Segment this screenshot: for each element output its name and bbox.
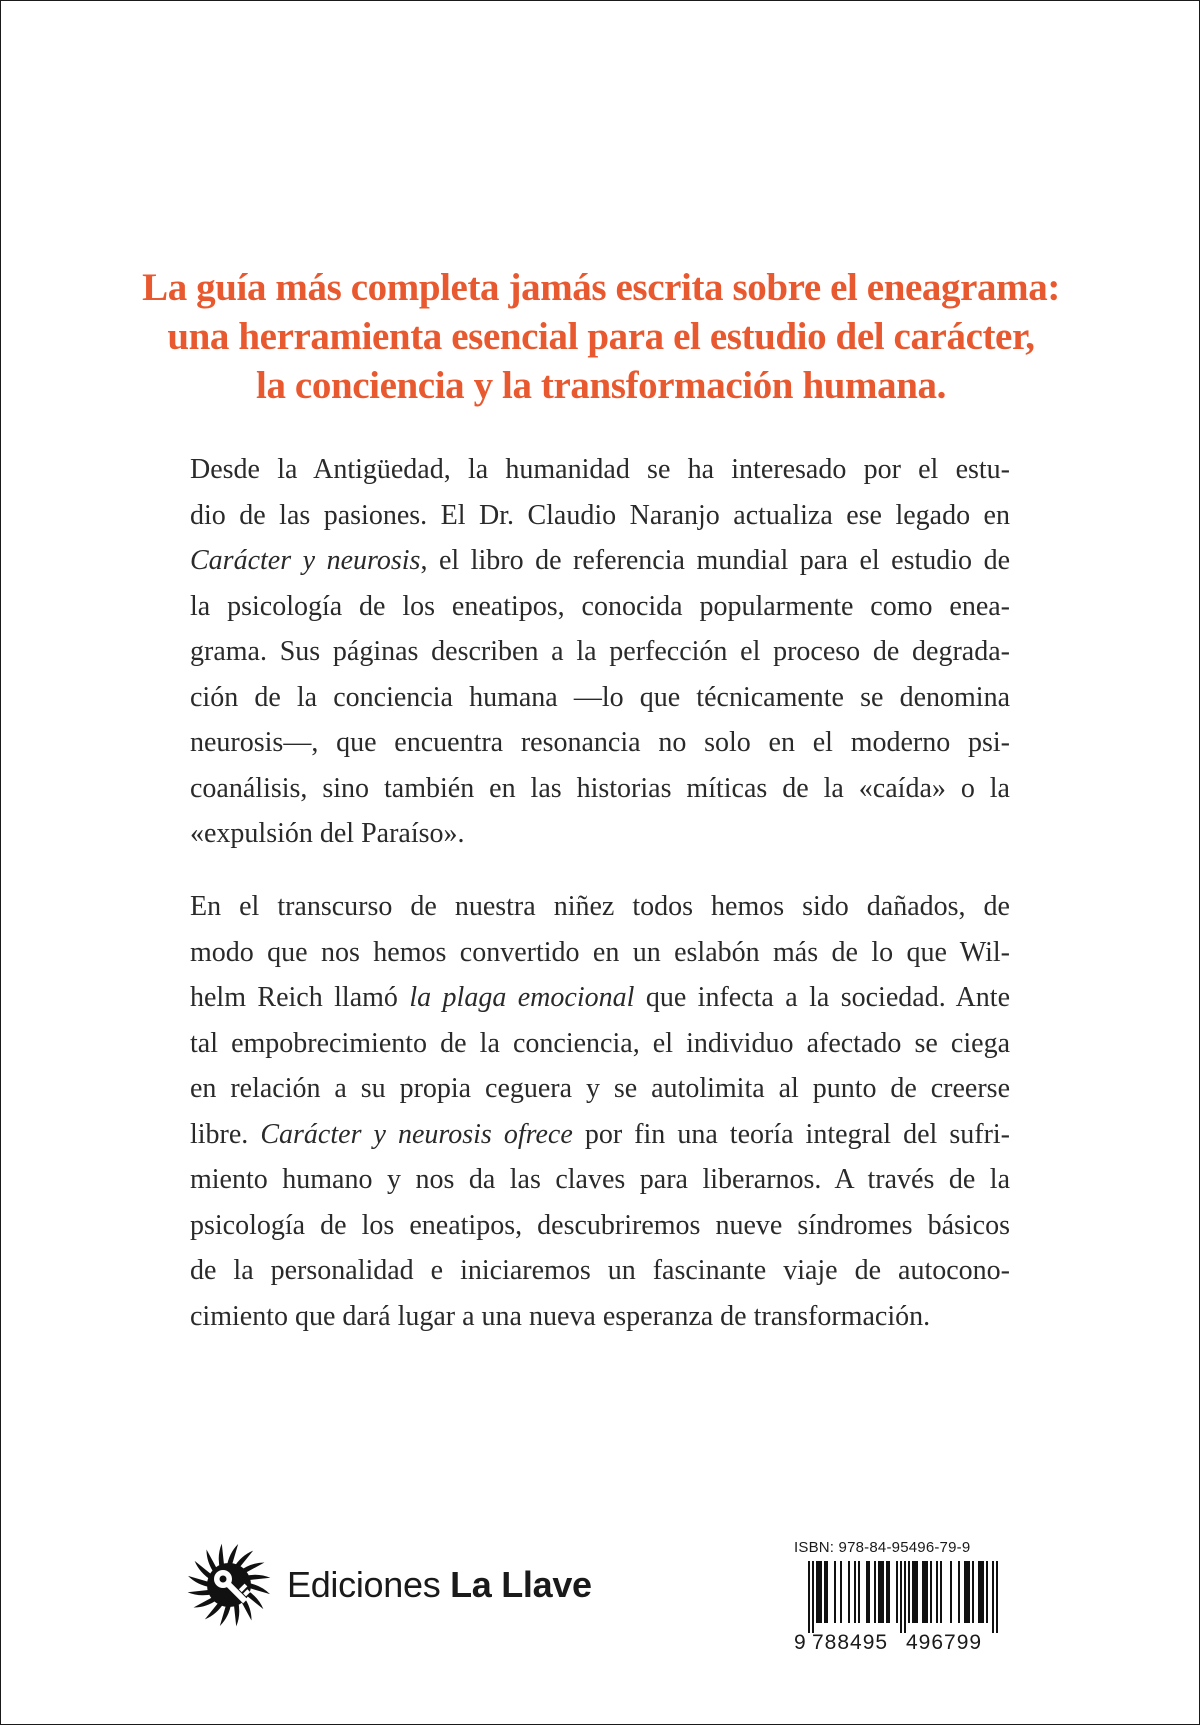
synopsis-paragraph-1 bbox=[190, 447, 1010, 857]
barcode-bar bbox=[912, 1561, 914, 1623]
barcode-bar bbox=[816, 1561, 818, 1623]
barcode-bar bbox=[914, 1561, 916, 1623]
barcode bbox=[794, 1561, 1006, 1633]
paragraph-line: coanálisis, sino también en las historias míticas de la «caída» o la bbox=[190, 772, 1010, 804]
publisher-name bbox=[287, 1564, 592, 1606]
barcode-bar bbox=[996, 1561, 998, 1633]
barcode-bar bbox=[886, 1561, 888, 1623]
barcode-bar bbox=[900, 1561, 902, 1633]
barcode-bar bbox=[924, 1561, 926, 1623]
barcode-bar bbox=[848, 1561, 850, 1623]
barcode-bar bbox=[878, 1561, 880, 1623]
paragraph-line bbox=[190, 1112, 1010, 1158]
barcode-bar bbox=[964, 1561, 966, 1623]
barcode-bar bbox=[858, 1561, 860, 1623]
barcode-bar bbox=[958, 1561, 960, 1623]
barcode-bar bbox=[966, 1561, 968, 1623]
barcode-bar bbox=[936, 1561, 938, 1623]
publisher-name-regular: Ediciones bbox=[287, 1564, 451, 1605]
barcode-bar bbox=[986, 1561, 988, 1623]
paragraph-text: helm Reich llamó bbox=[190, 982, 410, 1013]
barcode-digit-first: 9 bbox=[794, 1631, 806, 1654]
tagline-line: una herramienta esencial para el estudio del carácter, bbox=[167, 315, 1035, 358]
paragraph-line: grama. Sus páginas describen a la perfección el proceso de degrada- bbox=[190, 636, 1010, 667]
barcode-bar bbox=[926, 1561, 928, 1623]
barcode-bar bbox=[820, 1561, 822, 1623]
tagline-line: La guía más completa jamás escrita sobre el eneagrama: bbox=[142, 266, 1060, 309]
barcode-bar bbox=[866, 1561, 868, 1623]
barcode-bar bbox=[968, 1561, 970, 1623]
barcode-bar bbox=[992, 1561, 994, 1633]
isbn-barcode-block bbox=[794, 1539, 1014, 1655]
synopsis-paragraph-2 bbox=[190, 884, 1010, 1339]
barcode-digits-right: 496799 bbox=[906, 1631, 983, 1654]
barcode-bar bbox=[824, 1561, 826, 1623]
barcode-bar bbox=[896, 1561, 898, 1623]
isbn-label: ISBN: 978-84-95496-79-9 bbox=[794, 1539, 971, 1556]
publisher-name-bold: La Llave bbox=[450, 1564, 592, 1605]
paragraph-text: , el libro de referencia mundial para el estudio de bbox=[420, 545, 1011, 576]
paragraph-line: la psicología de los eneatipos, conocida popularmente como enea- bbox=[190, 590, 1010, 622]
paragraph-line: neurosis—, que encuentra resonancia no solo en el moderno psi- bbox=[190, 727, 1010, 758]
tagline-line: la conciencia y la transformación humana. bbox=[256, 364, 946, 407]
paragraph-line: cimiento que dará lugar a una nueva esperanza de transformación. bbox=[190, 1300, 931, 1332]
book-title-italic: Carácter y neurosis bbox=[190, 545, 421, 576]
barcode-bar bbox=[834, 1561, 836, 1623]
barcode-bar bbox=[972, 1561, 974, 1623]
barcode-bar bbox=[888, 1561, 890, 1623]
barcode-bar bbox=[940, 1561, 942, 1623]
barcode-bar bbox=[882, 1561, 884, 1623]
paragraph-text: libre. bbox=[190, 1118, 261, 1150]
barcode-bar bbox=[812, 1561, 814, 1633]
barcode-bar bbox=[808, 1561, 810, 1633]
barcode-bar bbox=[980, 1561, 982, 1623]
barcode-bar bbox=[922, 1561, 924, 1623]
paragraph-line: en relación a su propia ceguera y se autolimita al punto de creerse bbox=[190, 1073, 1010, 1104]
barcode-digits bbox=[794, 1631, 1014, 1655]
paragraph-line: ción de la conciencia humana —lo que técnicamente se denomina bbox=[190, 681, 1010, 713]
italic-phrase: la plaga emocional bbox=[409, 982, 635, 1013]
book-title-italic: Carácter y neurosis ofrece bbox=[260, 1118, 573, 1150]
barcode-bar bbox=[978, 1561, 980, 1623]
barcode-bar bbox=[908, 1561, 910, 1623]
barcode-bar bbox=[826, 1561, 828, 1623]
paragraph-line: «expulsión del Paraíso». bbox=[190, 818, 465, 849]
paragraph-line bbox=[190, 538, 1010, 584]
barcode-bar bbox=[840, 1561, 842, 1623]
paragraph-text: que infecta a la sociedad. Ante bbox=[634, 982, 1011, 1013]
paragraph-line: de la personalidad e iniciaremos un fascinante viaje de autocono- bbox=[190, 1255, 1010, 1286]
paragraph-line: miento humano y nos da las claves para liberarnos. A través de la bbox=[190, 1164, 1010, 1195]
barcode-bar bbox=[880, 1561, 882, 1623]
paragraph-line: dio de las pasiones. El Dr. Claudio Naranjo actualiza ese legado en bbox=[190, 499, 1010, 531]
paragraph-line: Desde la Antigüedad, la humanidad se ha interesado por el estu- bbox=[190, 454, 1010, 485]
barcode-bar bbox=[916, 1561, 918, 1623]
barcode-bar bbox=[854, 1561, 856, 1623]
barcode-bar bbox=[950, 1561, 952, 1623]
barcode-bar bbox=[818, 1561, 820, 1623]
paragraph-text: por fin una teoría integral del sufri- bbox=[572, 1118, 1011, 1150]
paragraph-line: En el transcurso de nuestra niñez todos hemos sido dañados, de bbox=[190, 891, 1010, 922]
barcode-bar bbox=[904, 1561, 906, 1633]
paragraph-line bbox=[190, 975, 1010, 1021]
barcode-bar bbox=[982, 1561, 984, 1623]
paragraph-line: modo que nos hemos convertido en un eslabón más de lo que Wil- bbox=[190, 936, 1010, 968]
barcode-bar bbox=[874, 1561, 876, 1623]
barcode-bar bbox=[868, 1561, 870, 1623]
sun-key-icon bbox=[185, 1541, 273, 1629]
barcode-digits-left: 788495 bbox=[812, 1631, 889, 1654]
publisher-logo bbox=[185, 1541, 592, 1629]
paragraph-line: psicología de los eneatipos, descubriremos nueve síndromes básicos bbox=[190, 1209, 1010, 1241]
paragraph-line: tal empobrecimiento de la conciencia, el individuo afectado se ciega bbox=[190, 1027, 1010, 1059]
tagline bbox=[121, 263, 1081, 410]
barcode-bar bbox=[930, 1561, 932, 1623]
